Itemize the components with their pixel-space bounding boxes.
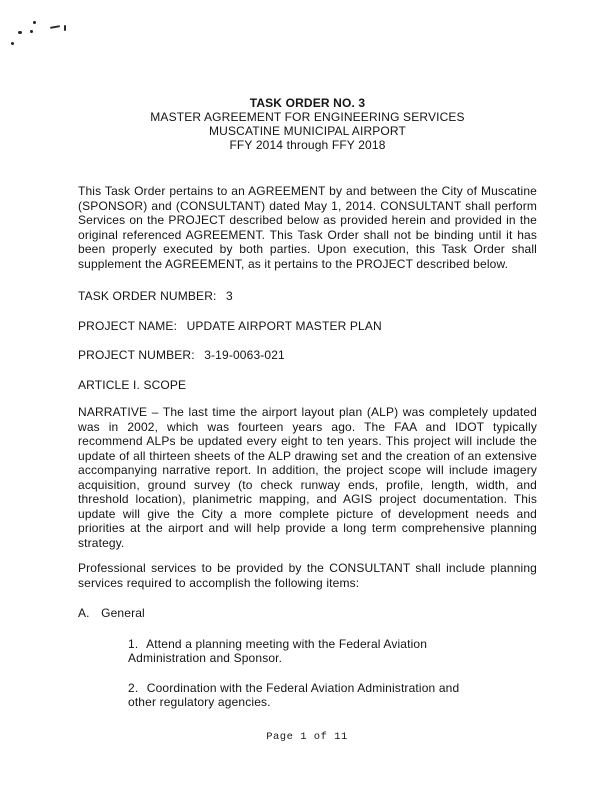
- field-project-name-value: UPDATE AIRPORT MASTER PLAN: [186, 318, 382, 333]
- header-subtitle-agreement: MASTER AGREEMENT FOR ENGINEERING SERVICES: [150, 110, 465, 124]
- list-item-2-text: Coordination with the Federal Aviation Administration and other regulatory agencies.: [128, 680, 460, 709]
- list-item-1-number: 1.: [128, 636, 139, 651]
- narrative-paragraph: NARRATIVE – The last time the airport layout plan (ALP) was completely updated was in 2002, which was fourteen years ago. The FAA and IDOT typically recommend ALPs be updated every eight to ten years. This project will include the update of all thirteen sheets of the ALP drawing set and the creation of an extensive accompanying narrative report. In addition, the project scope will include imagery acquisition, ground survey (to check runway ends, profile, length, width, and threshold location), planimetric mapping, and AGIS project documentation. This update will give the City a more complete picture of development needs and priorities at the airport and will help provide a long term comprehensive planning strategy.: [78, 405, 537, 550]
- document-header: [78, 96, 537, 152]
- field-task-order-number-value: 3: [225, 289, 233, 303]
- field-task-order-number-label: TASK ORDER NUMBER:: [78, 289, 217, 303]
- field-task-order-number: [78, 289, 537, 304]
- pen-mark: [18, 31, 22, 34]
- field-project-name: [78, 319, 537, 334]
- list-item-2-number: 2.: [128, 680, 139, 695]
- section-a-letter: A.: [78, 606, 90, 620]
- services-paragraph: Professional services to be provided by the CONSULTANT shall include planning services required to accomplish the following items:: [78, 561, 537, 590]
- list-item-2: [128, 681, 486, 710]
- field-project-number-value: 3-19-0063-021: [204, 348, 285, 362]
- document-body: [78, 96, 537, 710]
- intro-paragraph: This Task Order pertains to an AGREEMENT by and between the City of Muscatine (SPONSOR) and (CONSULTANT) dated May 1, 2014. CONSULTANT shall perform Services on the PROJECT described below as provided herein and provided in the original referenced AGREEMENT. This Task Order shall not be binding until it has been properly executed by both parties. Upon execution, this Task Order shall supplement the AGREEMENT, as it pertains to the PROJECT described below.: [78, 184, 537, 271]
- article-heading: ARTICLE I. SCOPE: [78, 377, 187, 392]
- list-item-1-text: Attend a planning meeting with the Federal Aviation Administration and Sponsor.: [128, 636, 428, 665]
- pen-mark: [33, 21, 36, 24]
- header-subtitle-years: FFY 2014 through FFY 2018: [229, 138, 386, 152]
- field-project-name-label: PROJECT NAME:: [78, 318, 178, 333]
- section-a-title: General: [101, 606, 145, 620]
- page-footer: Page 1 of 11: [266, 731, 348, 743]
- pen-mark: [30, 30, 33, 33]
- field-project-number: [78, 348, 537, 363]
- pen-mark: [64, 25, 66, 31]
- pen-mark: [10, 41, 14, 45]
- header-subtitle-airport: MUSCATINE MUNICIPAL AIRPORT: [209, 124, 406, 138]
- field-project-number-label: PROJECT NUMBER:: [78, 348, 195, 362]
- page-title: TASK ORDER NO. 3: [249, 96, 366, 110]
- list-item-1: [128, 637, 486, 666]
- pen-mark: [50, 25, 60, 29]
- section-a-heading: [78, 606, 537, 621]
